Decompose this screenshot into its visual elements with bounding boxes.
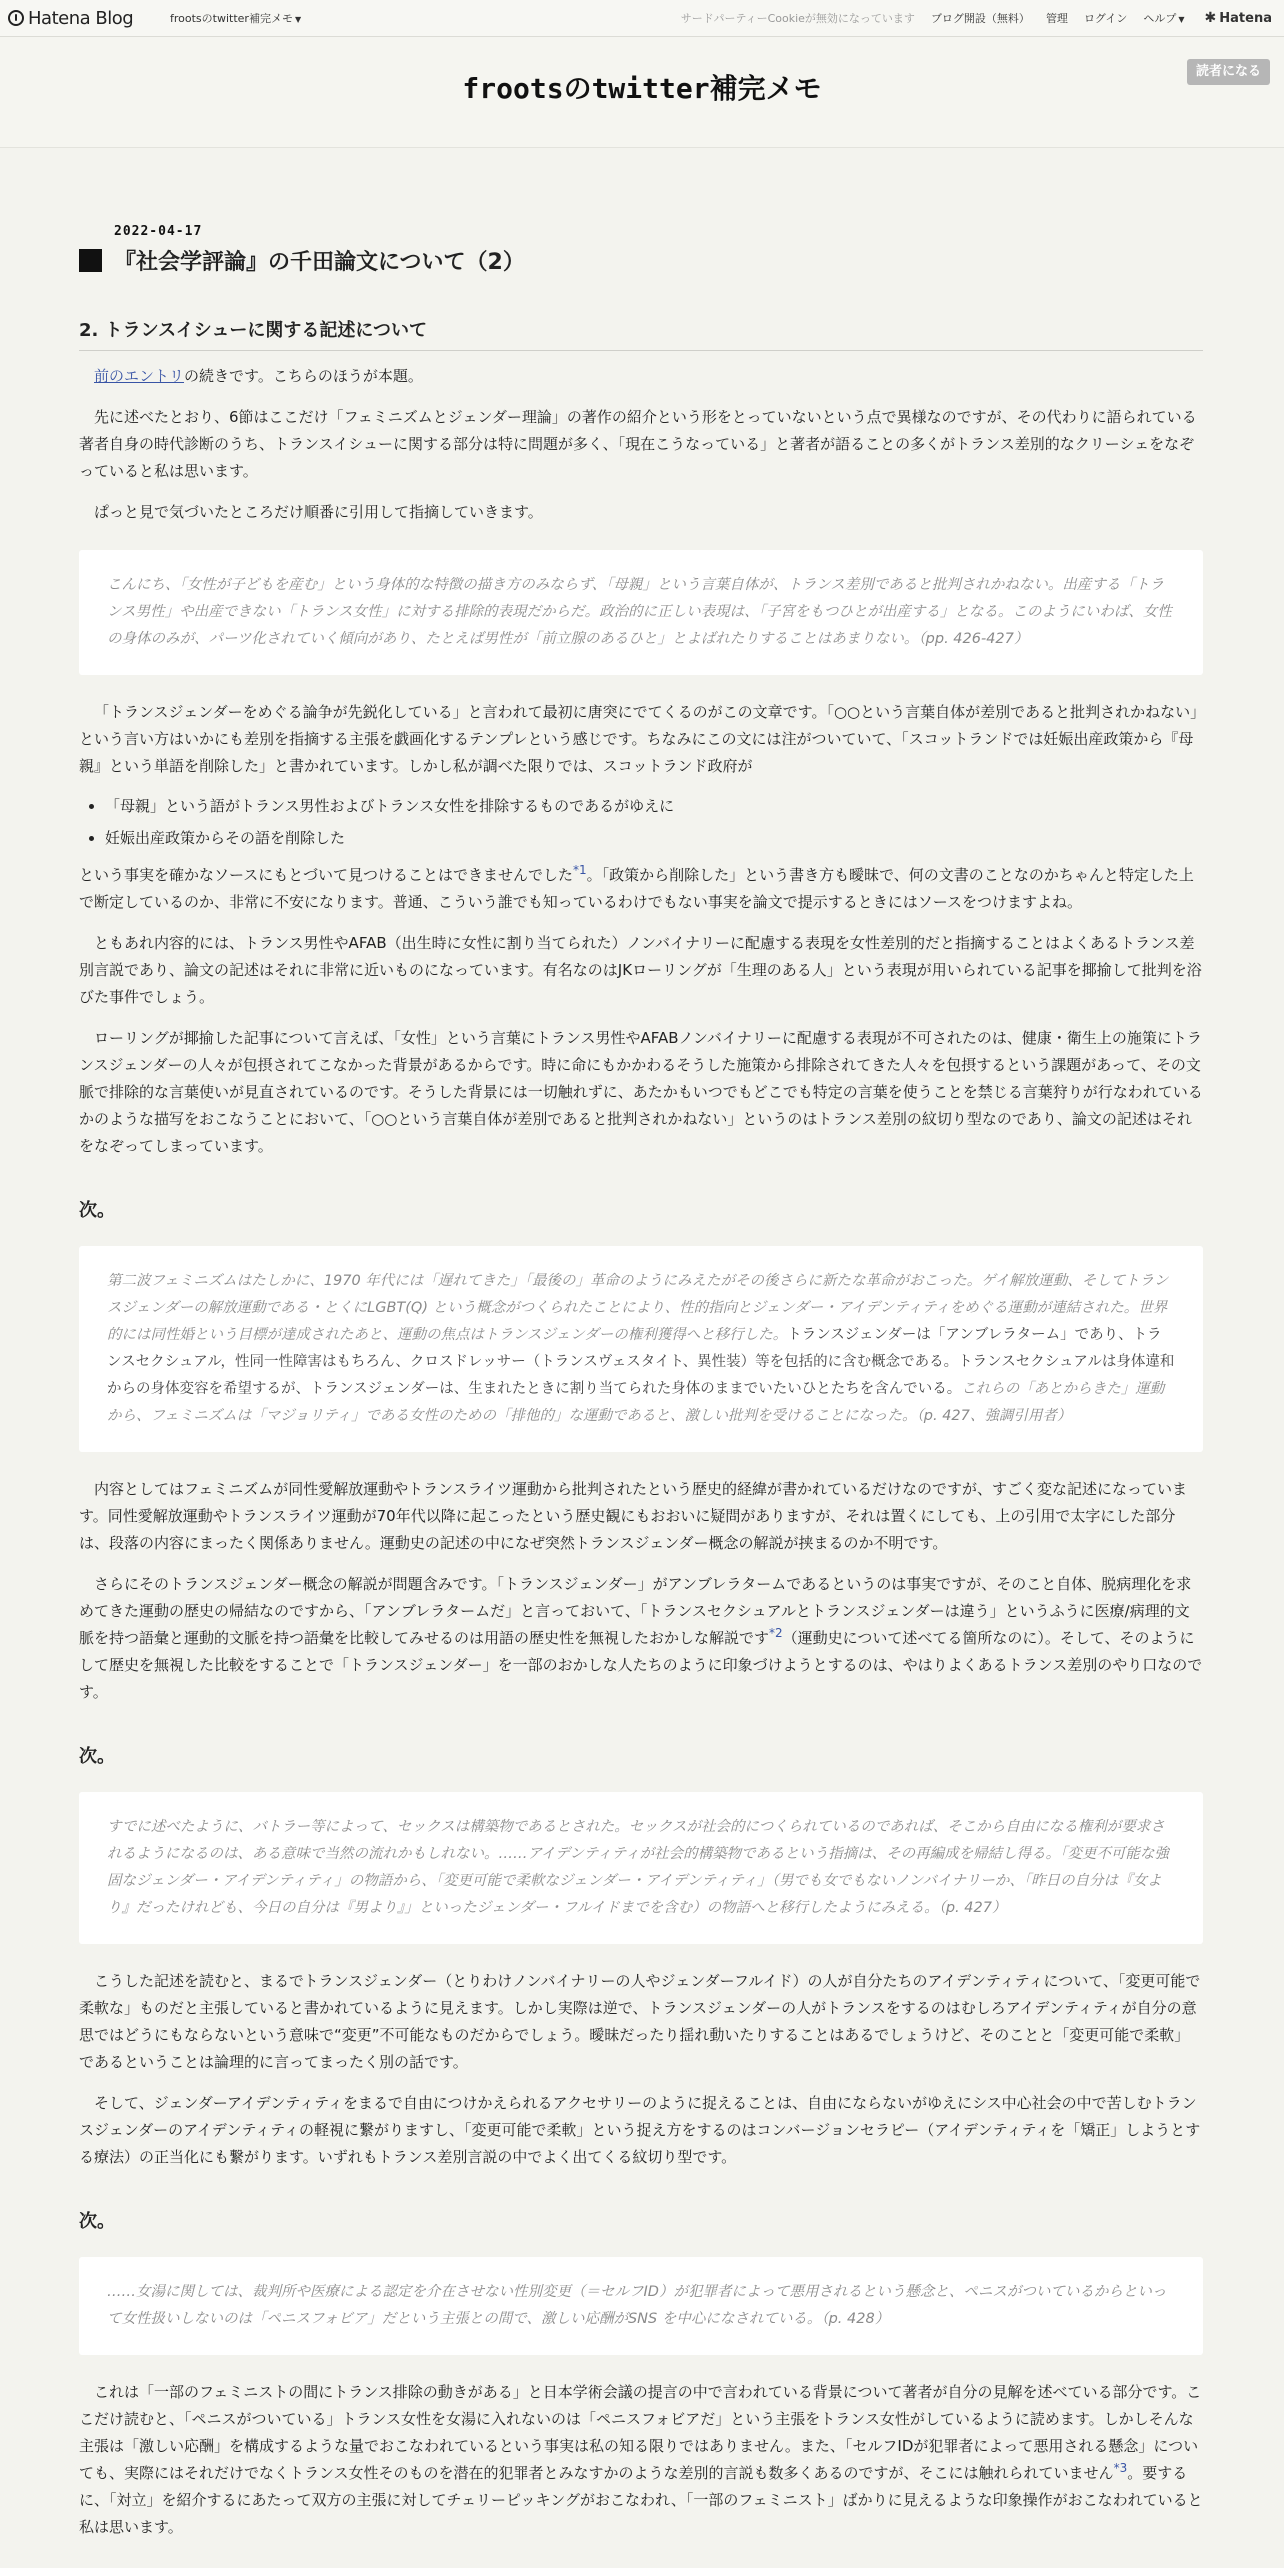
paragraph: 内容としてはフェミニズムが同性愛解放運動やトランスライツ運動から批判されたという歴史的経緯が書かれているだけなのですが、すごく変な記述になっています。同性愛解放運動やトランスライツ運動が70年代以降に起こったという歴史観にもおおいに疑問がありますが、それは置くにしても、上の引用で太字にした部分は、段落の内容にまったく関係ありません。運動史の記述の中になぜ突然トランスジェンダー概念の解説が挟まるのか不明です。	[79, 1480, 1188, 1552]
paragraph-text: 。「政策から削除した」という書き方も曖昧で、何の文書のことなのかちゃんと特定した上で断定しているのか、非常に不安になります。普通、こういう誰でも知っているわけでもない事実を論文で提示するときにはソースをつけますよね。	[79, 866, 1194, 911]
cookie-notice[interactable]: サードパーティーCookieが無効になっています	[680, 12, 915, 25]
blockquote	[79, 1246, 1203, 1452]
quote-text: 第二波フェミニズムはたしかに、1970 年代には「遅れてきた」「最後の」革命のようにみえたがその後さらに新たな革命がおこった。ゲイ解放運動、そしてトランスジェンダーの解放運動である・とくにLGBT(Q) という概念がつくられたことにより、性的指向とジェンダー・アイデンティティをめぐる運動が連結された。世界的には同性婚という目標が達成されたあと、運動の焦点はトランスジェンダーの権利獲得へと移行した。	[107, 1273, 1169, 1343]
entry-title-text: 『社会学評論』の千田論文について（2）	[114, 250, 525, 275]
list-item: • 妊娠出産政策からその語を削除した	[105, 822, 1203, 854]
next-heading: 次。	[79, 1746, 115, 1767]
login-link[interactable]: ログイン	[1083, 12, 1128, 25]
entry-date[interactable]: 2022-04-17	[114, 224, 203, 239]
list-item: • 「母親」という語がトランス男性およびトランス女性を排除するものであるがゆえに	[105, 790, 1203, 822]
paragraph-text: （運動史について述べてる箇所なのに）。そして、そのようにして歴史を無視した比較をすることで「トランスジェンダー」を一部のおかしな人たちのように印象づけようとするのは、やはりよくあるトランス差別のやり口なのです。	[79, 1629, 1203, 1701]
hatena-blog-logo-icon	[8, 10, 24, 26]
hatena-label: Hatena	[1219, 10, 1272, 26]
paragraph: そして、ジェンダーアイデンティティをまるで自由につけかえられるアクセサリーのように捉えることは、自由にならないがゆえにシス中心社会の中で苦しむトランスジェンダーのアイデンティティの軽視に繋がりますし、「変更可能で柔軟」という捉え方をするのはコンバージョンセラピー（アイデンティティを「矯正」しようとする療法）の正当化にも繋がります。いずれもトランス差別言説の中でよく出てくる紋切り型です。	[79, 2094, 1201, 2166]
paragraph: こうした記述を読むと、まるでトランスジェンダー（とりわけノンバイナリーの人やジェンダーフルイド）の人が自分たちのアイデンティティについて、「変更可能で柔軟な」ものだと主張していると書かれているように見えます。しかし実際は逆で、トランスジェンダーの人がトランスをするのはむしろアイデンティティが自分の意思ではどうにもならないという意味で“変更”不可能なものだからでしょう。曖昧だったり揺れ動いたりすることはあるでしょうけど、そのことと「変更可能で柔軟」であるということは論理的に言ってまったく別の話です。	[79, 1972, 1201, 2071]
entry-title[interactable]	[79, 245, 1203, 276]
footnote-link[interactable]: *1	[572, 863, 587, 877]
admin-link[interactable]: 管理	[1045, 12, 1068, 25]
quote-bold-text: トランスジェンダーは「アンブレラターム」であり、トランスセクシュアル，性同一性障害はもちろん、クロスドレッサー（トランスヴェスタイト、異性装）等を包括的に含む概念である。トランスセクシュアルは身体違和からの身体変容を希望するが、トランスジェンダーは、生まれたときに割り当てられた身体のままでいたいひとたちを含んでいる。	[107, 1327, 1175, 1397]
paragraph-text: さらにそのトランスジェンダー概念の解説が問題含みです。「トランスジェンダー」がアンブレラタームであるというのは事実ですが、そのこと自体、脱病理化を求めてきた運動の歴史の帰結なのですから、「アンブレラタームだ」と言っておいて、「トランスセクシュアルとトランスジェンダーは違う」というふうに医療/病理的文脈を持つ語彙と運動的文脈を持つ語彙を比較してみせるのは用語の歴史性を無視したおかしな解説です	[79, 1575, 1192, 1647]
bullet-list	[79, 790, 1203, 854]
caret-down-icon: ▼	[1178, 15, 1185, 24]
previous-entry-link[interactable]: 前のエントリ	[94, 367, 185, 385]
next-heading: 次。	[79, 1200, 115, 1221]
title-square-icon	[79, 249, 102, 272]
paragraph-text: という事実を確かなソースにもとづいて見つけることはできませんでした	[79, 866, 573, 884]
article	[79, 224, 1203, 2541]
footnote-link[interactable]: *3	[1113, 2461, 1128, 2475]
logo-text: Hatena Blog	[28, 7, 134, 29]
blog-title[interactable]: frootsのtwitter補完メモ	[462, 72, 822, 105]
next-heading: 次。	[79, 2211, 115, 2232]
paragraph	[79, 2379, 1203, 2541]
blockquote: ……女湯に関しては、裁判所や医療による認定を介在させない性別変更（＝セルフID）が犯罪者によって悪用されるという懸念と、ペニスがついているからといって女性扱いしないのは「ペニスフォビア」だという主張との間で、激しい応酬がSNS を中心になされている。（p. 428）	[79, 2257, 1203, 2355]
paragraph: 先に述べたとおり、6節はここだけ「フェミニズムとジェンダー理論」の著作の紹介という形をとっていないという点で異様なのですが、その代わりに語られている著者自身の時代診断のうち、トランスイシューに関する部分は特に問題が多く、「現在こうなっている」と著者が語ることの多くがトランス差別的なクリーシェをなぞっていると私は思います。	[79, 408, 1197, 480]
blog-title-band	[0, 37, 1284, 148]
blockquote: こんにち、「女性が子どもを産む」という身体的な特徴の描き方のみならず、「母親」という言葉自体が、トランス差別であると批判されかねない。出産する「トランス男性」や出産できない「トランス女性」に対する排除的表現だからだ。政治的に正しい表現は、「子宮をもつひとが出産する」となる。このようにいわば、女性の身体のみが、パーツ化されていく傾向があり、たとえば男性が「前立腺のあるひと」とよばれたりすることはあまりない。（pp. 426-427）	[79, 550, 1203, 675]
paragraph: ローリングが揶揄した記事について言えば、「女性」という言葉にトランス男性やAFABノンバイナリーに配慮する表現が不可されたのは、健康・衛生上の施策にトランスジェンダーの人々が包摂されてこなかった背景があるからです。時に命にもかかわるそうした施策から排除されてきた人々を包摂するという課題があって、その文脈で排除的な言葉使いが見直されているのです。そうした背景には一切触れずに、あたかもいつでもどこでも特定の言葉を使うことを禁じる言葉狩りが行なわれているかのような描写をおこなうことにおいて、「○○という言葉自体が差別であると批判されかねない」というのはトランス差別の紋切り型なのであり、論文の記述はそれをなぞってしまっています。	[79, 1029, 1203, 1155]
blog-menu[interactable]	[170, 10, 301, 26]
hatena-star-icon: ✱	[1204, 10, 1217, 26]
hatena-blog-logo[interactable]	[8, 8, 133, 28]
paragraph-text: これは「一部のフェミニストの間にトランス排除の動きがある」と日本学術会議の提言の中で言われている背景について著者が自分の見解を述べている部分です。ここだけ読むと、「ペニスがついている」トランス女性を女湯に入れないのは「ペニスフォビアだ」という主張をトランス女性がしているように読めます。しかしそんな主張は「激しい応酬」を構成するような量でおこなわれているという事実は私の知る限りではありません。また、「セルフIDが犯罪者によって悪用される懸念」についても、実際にはそれだけでなくトランス女性そのものを潜在的犯罪者とみなすかのような差別的言説も数多くあるのですが、そこには触れられていません	[79, 2383, 1202, 2482]
section-heading: 2. トランスイシューに関する記述について	[79, 316, 1203, 351]
paragraph: ぱっと見で気づいたところだけ順番に引用して指摘していきます。	[94, 503, 543, 521]
quote-text: これらの「あとからきた」運動から、フェミニズムは「マジョリティ」である女性のための「排他的」な運動であると、激しい批判を受けることになった。（p. 427、強調引用者）	[107, 1381, 1165, 1424]
subscribe-button[interactable]: 読者になる	[1187, 59, 1270, 85]
global-header	[0, 0, 1284, 37]
hatena-menu[interactable]	[1205, 10, 1272, 26]
paragraph-text: の続きです。こちらのほうが本題。	[184, 367, 423, 385]
caret-down-icon: ▼	[294, 15, 302, 24]
blockquote: すでに述べたように、バトラー等によって、セックスは構築物であるとされた。セックスが社会的につくられているのであれば、そこから自由になる権利が要求されるようになるのは、ある意味で当然の流れかもしれない。……アイデンティティが社会的構築物であるという指摘は、その再編成を帰結し得る。「変更不可能な強固なジェンダー・アイデンティティ」の物語から、「変更可能で柔軟なジェンダー・アイデンティティ」（男でも女でもないノンバイナリーか、「昨日の自分は『女より』だったけれども、今日の自分は『男より』」といったジェンダー・フルイドまでを含む）の物語へと移行したようにみえる。（p. 427）	[79, 1792, 1203, 1944]
paragraph: 「トランスジェンダーをめぐる論争が先鋭化している」と言われて最初に唐突にでてくるのがこの文章です。「○○という言葉自体が差別であると批判されかねない」という言い方はいかにも差別を指摘する主張を戯画化するテンプレという感じです。ちなみにこの文には注がついていて、「スコットランドでは妊娠出産政策から『母親』という単語を削除した」と書かれています。しかし私が調べた限りでは、スコットランド政府が	[79, 703, 1198, 775]
paragraph	[79, 862, 1203, 916]
start-blog-link[interactable]: ブログ開設（無料）	[930, 12, 1030, 25]
help-menu[interactable]	[1143, 10, 1184, 26]
paragraph: ともあれ内容的には、トランス男性やAFAB（出生時に女性に割り当てられた）ノンバイナリーに配慮する表現を女性差別的だと指摘することはよくあるトランス差別言説であり、論文の記述はそれに非常に近いものになっています。有名なのはJKローリングが「生理のある人」という表現が用いられている記事を揶揄して批判を浴びた事件でしょう。	[79, 934, 1202, 1006]
paragraph	[79, 363, 1203, 390]
blog-name: frootsのtwitter補完メモ	[170, 12, 293, 25]
paragraph-text: 。要するに、「対立」を紹介するにあたって双方の主張に対してチェリーピッキングがおこなわれ、「一部のフェミニスト」ばかりに見えるような印象操作がおこなわれていると私は思います。	[79, 2464, 1203, 2536]
paragraph	[79, 1571, 1203, 1706]
footnote-link[interactable]: *2	[769, 1626, 783, 1640]
header-links	[681, 10, 1272, 26]
help-label: ヘルプ	[1143, 12, 1177, 25]
